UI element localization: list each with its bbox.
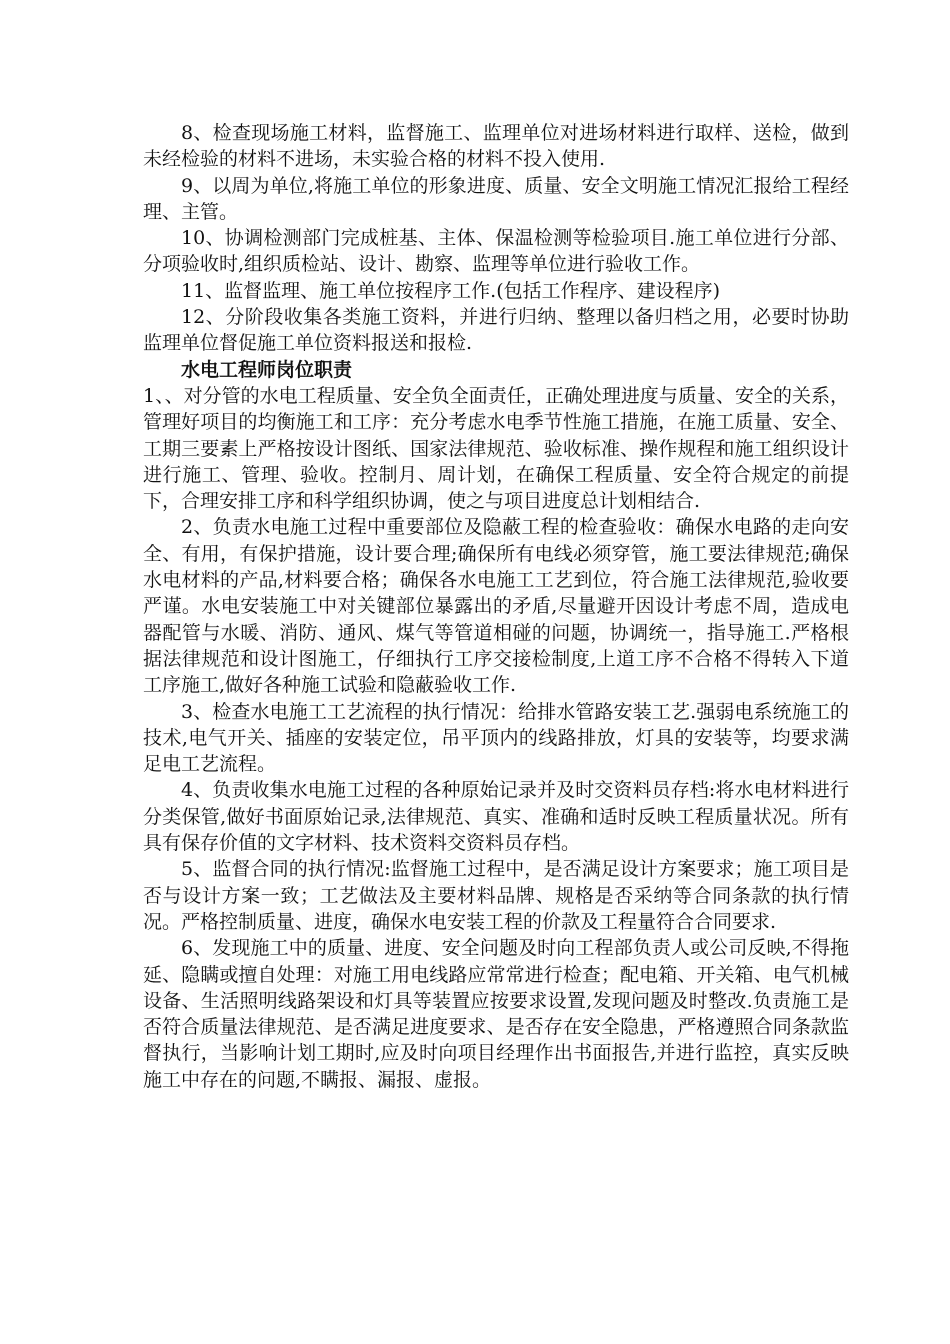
paragraph-item-12: 12、分阶段收集各类施工资料，并进行归纳、整理以备归档之用，必要时协助监理单位督促施工单位资料报送和报检. (143, 306, 849, 355)
paragraph-duty-3: 3、检查水电施工工艺流程的执行情况：给排水管路安装工艺.强弱电系统施工的技术,电气开关、插座的安装定位，吊平顶内的线路排放，灯具的安装等，均要求满足电工艺流程。 (143, 700, 849, 776)
paragraph-duty-6: 6、发现施工中的质量、进度、安全问题及时向工程部负责人或公司反映,不得拖延、隐瞒或擅自处理：对施工用电线路应常常进行检查；配电箱、开关箱、电气机械设备、生活照明线路架设和灯具等装置应按要求设置,发现问题及时整改.负责施工是否符合质量法律规范、是否满足进度要求、是否存在安全隐患，严格遵照合同条款监督执行，当影响计划工期时,应及时向项目经理作出书面报告,并进行监控，真实反映施工中存在的问题,不瞒报、漏报、虚报。 (143, 937, 849, 1091)
paragraph-duty-5: 5、监督合同的执行情况:监督施工过程中，是否满足设计方案要求；施工项目是否与设计方案一致；工艺做法及主要材料品牌、规格是否采纳等合同条款的执行情况。严格控制质量、进度，确保水电安装工程的价款及工程量符合合同要求. (143, 858, 849, 933)
paragraph-duty-2: 2、负责水电施工过程中重要部位及隐蔽工程的检查验收：确保水电路的走向安全、有用，有保护措施，设计要合理;确保所有电线必须穿管，施工要法律规范;确保水电材料的产品,材料要合格；确保各水电施工工艺到位，符合施工法律规范,验收要严谨。水电安装施工中对关键部位暴露出的矛盾,尽量避开因设计考虑不周，造成电器配管与水暖、消防、通风、煤气等管道相碰的问题，协调统一，指导施工.严格根据法律规范和设计图施工，仔细执行工序交接检制度,上道工序不合格不得转入下道工序施工,做好各种施工试验和隐蔽验收工作. (143, 516, 849, 697)
paragraph-duty-1: 1、、对分管的水电工程质量、安全负全面责任，正确处理进度与质量、安全的关系，管理好项目的均衡施工和工序：充分考虑水电季节性施工措施，在施工质量、安全、工期三要素上严格按设计图纸、国家法律规范、验收标准、操作规程和施工组织设计进行施工、管理、验收。控制月、周计划，在确保工程质量、安全符合规定的前提下，合理安排工序和科学组织协调，使之与项目进度总计划相结合. (143, 384, 849, 513)
paragraph-item-9: 9、以周为单位,将施工单位的形象进度、质量、安全文明施工情况汇报给工程经理、主管。 (143, 174, 849, 223)
paragraph-duty-4: 4、负责收集水电施工过程的各种原始记录并及时交资料员存档:将水电材料进行分类保管,做好书面原始记录,法律规范、真实、准确和适时反映工程质量状况。所有具有保存价值的文字材料、技术资料交资料员存档。 (143, 779, 849, 855)
paragraph-item-11: 11、监督监理、施工单位按程序工作.(包括工作程序、建设程序) (181, 279, 721, 302)
paragraph-item-10: 10、协调检测部门完成桩基、主体、保温检测等检验项目.施工单位进行分部、分项验收时,组织质检站、设计、勘察、监理等单位进行验收工作。 (143, 227, 849, 276)
document-body (143, 120, 849, 1093)
section-heading: 水电工程师岗位职责 (181, 358, 353, 381)
paragraph-item-8: 8、检查现场施工材料，监督施工、监理单位对进场材料进行取样、送检，做到未经检验的材料不进场，未实验合格的材料不投入使用. (143, 122, 849, 171)
